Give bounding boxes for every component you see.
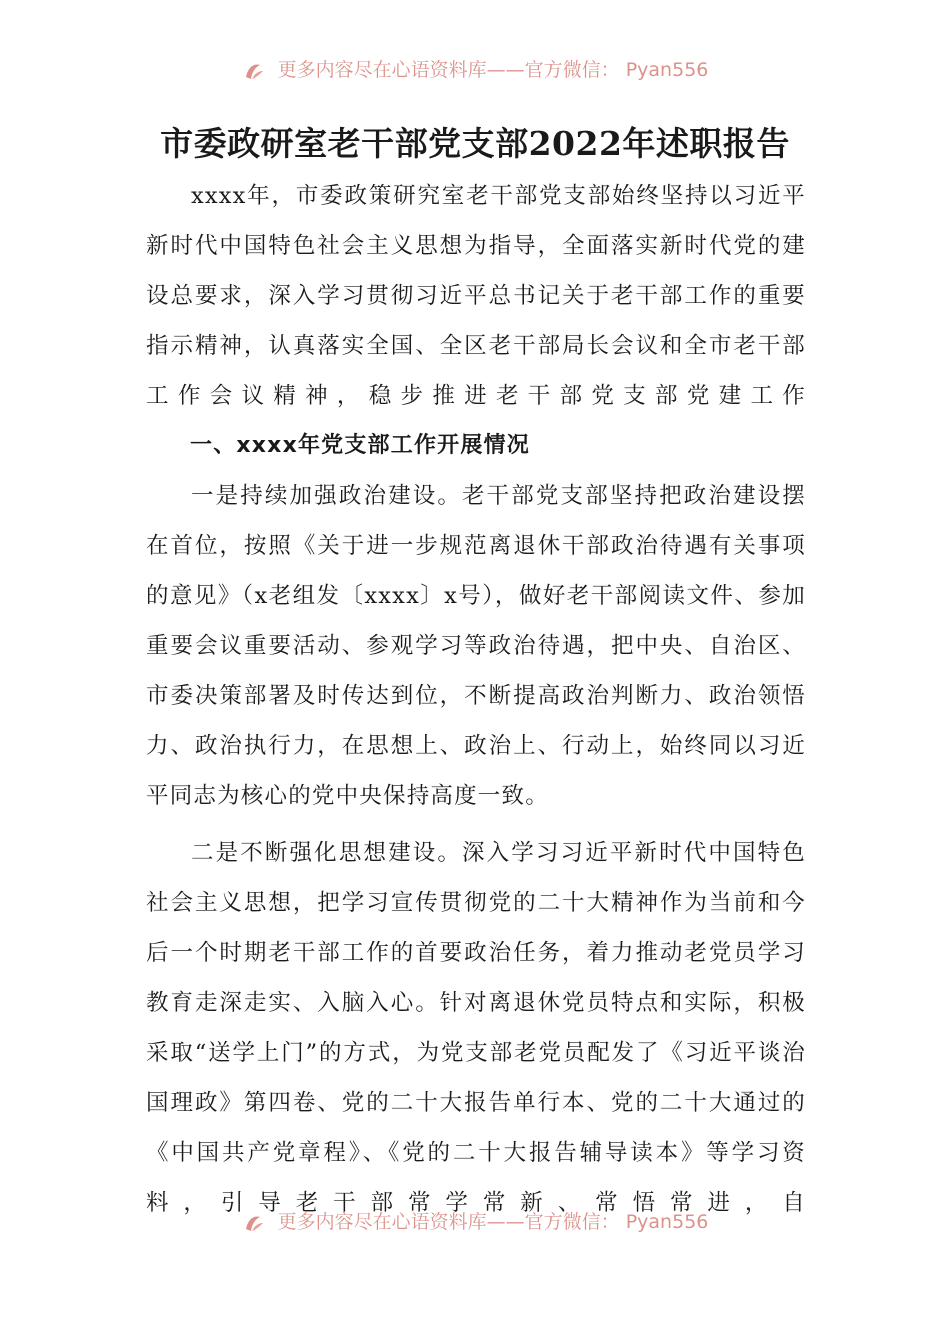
section-heading: 一、xxxx年党支部工作开展情况 bbox=[190, 433, 530, 458]
watermark-logo-icon bbox=[242, 59, 266, 83]
watermark-bottom bbox=[0, 1208, 950, 1236]
watermark-logo-icon bbox=[242, 1211, 266, 1235]
body-paragraph-ideological: 二是不断强化思想建设。深入学习习近平新时代中国特色社会主义思想，把学习宣传贯彻党的二十大精神作为当前和今后一个时期老干部工作的首要政治任务，着力推动老党员学习教育走深走实、入脑入心。针对离退休党员特点和实际，积极采取“送学上门”的方式，为党支部老党员配发了《习近平谈治国理政》第四卷、党的二十大报告单行本、党的二十大通过的《中国共产党章程》、《党的二十大报告辅导读本》等学习资料，引导老干部常学常新、常悟常进，自 bbox=[146, 840, 806, 1216]
intro-paragraph: xxxx年，市委政策研究室老干部党支部始终坚持以习近平新时代中国特色社会主义思想为指导，全面落实新时代党的建设总要求，深入学习贯彻习近平总书记关于老干部工作的重要指示精神，认真落实全国、全区老干部局长会议和全市老干部工作会议精神，稳步推进老干部党支部党建工作 bbox=[146, 183, 806, 409]
body-paragraph-political: 一是持续加强政治建设。老干部党支部坚持把政治建设摆在首位，按照《关于进一步规范离退休干部政治待遇有关事项的意见》（x老组发〔xxxx〕x号），做好老干部阅读文件、参加重要会议重要活动、参观学习等政治待遇，把中央、自治区、市委决策部署及时传达到位，不断提高政治判断力、政治领悟力、政治执行力，在思想上、政治上、行动上，始终同以习近平同志为核心的党中央保持高度一致。 bbox=[146, 483, 806, 809]
watermark-top bbox=[0, 56, 950, 84]
watermark-text: 更多内容尽在心语资料库——官方微信： Pyan556 bbox=[277, 1211, 709, 1233]
document-body bbox=[146, 171, 806, 1228]
watermark-text: 更多内容尽在心语资料库——官方微信： Pyan556 bbox=[277, 59, 709, 81]
document-title: 市委政研室老干部党支部2022年述职报告 bbox=[160, 124, 790, 163]
